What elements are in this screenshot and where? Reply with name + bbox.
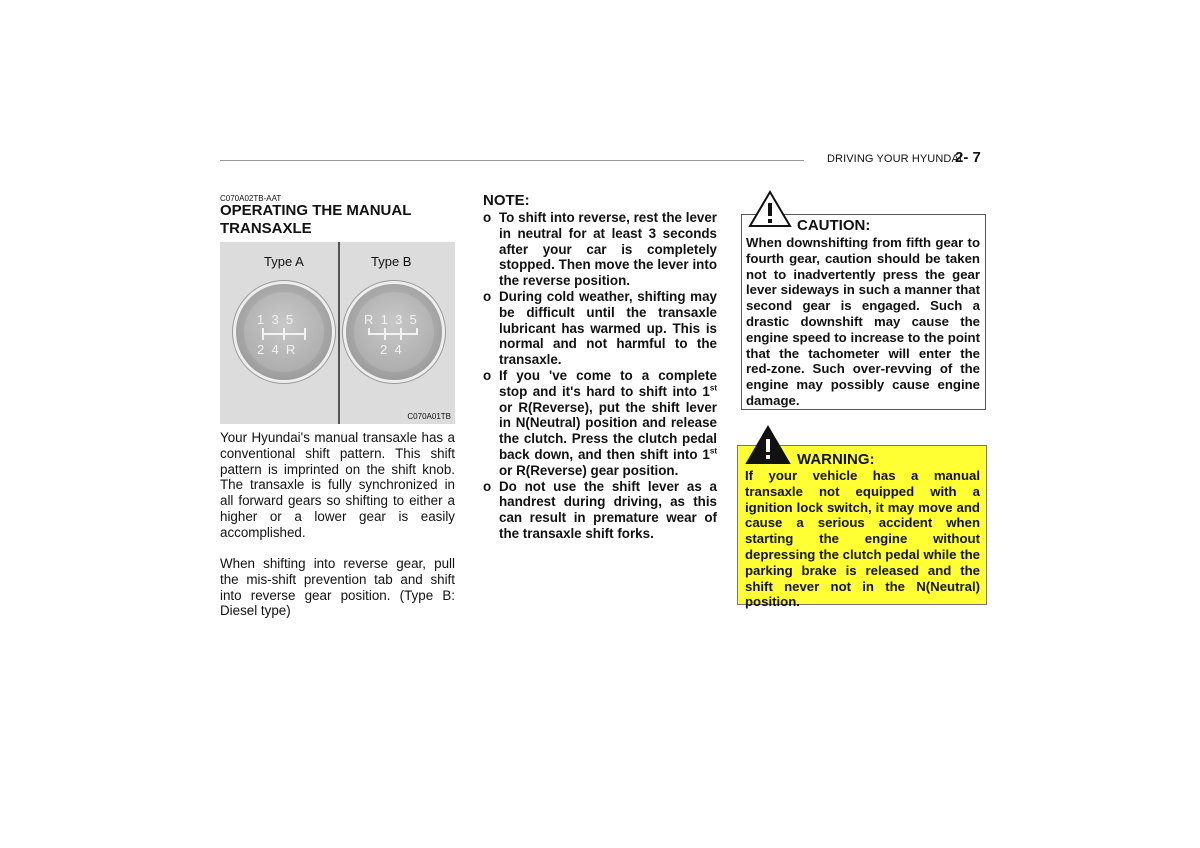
note-item-text: Do not use the shift lever as a handrest during driving, as this can result in premature wear of the transaxle shift forks. (499, 478, 717, 541)
knob-face (354, 292, 434, 372)
type-b-label: Type B (371, 254, 412, 269)
caution-text: When downshifting from fifth gear to fourth gear, caution should be taken not to inadvertently press the gear lever sideways in such a manner that second gear is engaged. Such a drastic downshift may cause the engine speed to increase to the point that the tachometer will enter the red-zone. Such over-revving of the engine may possibly cause engine damage. (746, 235, 980, 408)
knob-b-tick (384, 328, 386, 340)
page-title: OPERATING THE MANUAL TRANSAXLE (220, 202, 412, 237)
bullet: o (483, 288, 492, 304)
knob-b-bottom-gears: 2 4 (380, 342, 402, 357)
note-item-text: If you 've come to a complete stop and it's hard to shift into 1st or R(Reverse), put the shift lever in N(Neutral) position and release the clutch. Press the clutch pedal back down, and then shift into 1st or R(Reverse) gear position. (499, 367, 717, 478)
shift-knob-type-b (346, 284, 442, 380)
bullet: o (483, 478, 492, 494)
body-paragraph-2: When shifting into reverse gear, pull the mis-shift prevention tab and shift into reverse gear position. (Type B: Diesel type) (220, 556, 455, 619)
warning-triangle-icon (748, 190, 792, 228)
knob-a-top-gears: 1 3 5 (257, 312, 294, 327)
header-rule (220, 160, 804, 161)
shift-knob-type-a (236, 284, 332, 380)
note-list (483, 210, 717, 542)
note-item-text: To shift into reverse, rest the lever in neutral for at least 3 seconds after your car is completely stopped. Then move the lever into the reverse position. (499, 210, 717, 289)
knob-b-top-gears: R 1 3 5 (364, 312, 417, 327)
warning-heading: WARNING: (797, 451, 875, 468)
knob-a-tick (304, 328, 306, 340)
body-paragraph-1: Your Hyundai's manual transaxle has a conventional shift pattern. This shift pattern is imprinted on the shift knob. The transaxle is fully synchronized in all forward gears so shifting to either a higher or a lower gear is easily accomplished. (220, 430, 455, 540)
caution-heading: CAUTION: (797, 217, 871, 234)
note-item (483, 368, 717, 479)
section-code: C070A02TB-AAT (220, 194, 282, 203)
page-number: 2- 7 (955, 149, 981, 166)
knob-a-tick (283, 328, 285, 340)
note-item (483, 289, 717, 368)
figure-code: C070A01TB (407, 412, 451, 421)
knob-a-bottom-gears: 2 4 R (257, 342, 296, 357)
knob-face (244, 292, 324, 372)
knob-a-tick (262, 328, 264, 340)
bullet: o (483, 367, 492, 383)
knob-b-tick (416, 328, 418, 334)
knob-b-tick (368, 328, 370, 334)
warning-triangle-icon (745, 425, 791, 465)
note-item (483, 479, 717, 542)
knob-b-tick (400, 328, 402, 340)
warning-text: If your vehicle has a manual transaxle not equipped with a ignition lock switch, it may move and cause a serious accident when starting the engine without depressing the clutch pedal while the parking brake is released and the shift never not in the N(Neutral) position. (745, 468, 980, 610)
shift-knob-figure (220, 242, 455, 424)
note-heading: NOTE: (483, 192, 530, 209)
type-a-label: Type A (264, 254, 304, 269)
note-item (483, 210, 717, 289)
figure-divider (338, 242, 340, 424)
knob-b-shift-line (368, 333, 418, 335)
note-item-text: During cold weather, shifting may be difficult until the transaxle lubricant has warmed up. This is normal and not harmful to the transaxle. (499, 288, 717, 368)
header-section-title: DRIVING YOUR HYUNDAI (827, 153, 963, 165)
bullet: o (483, 210, 492, 225)
